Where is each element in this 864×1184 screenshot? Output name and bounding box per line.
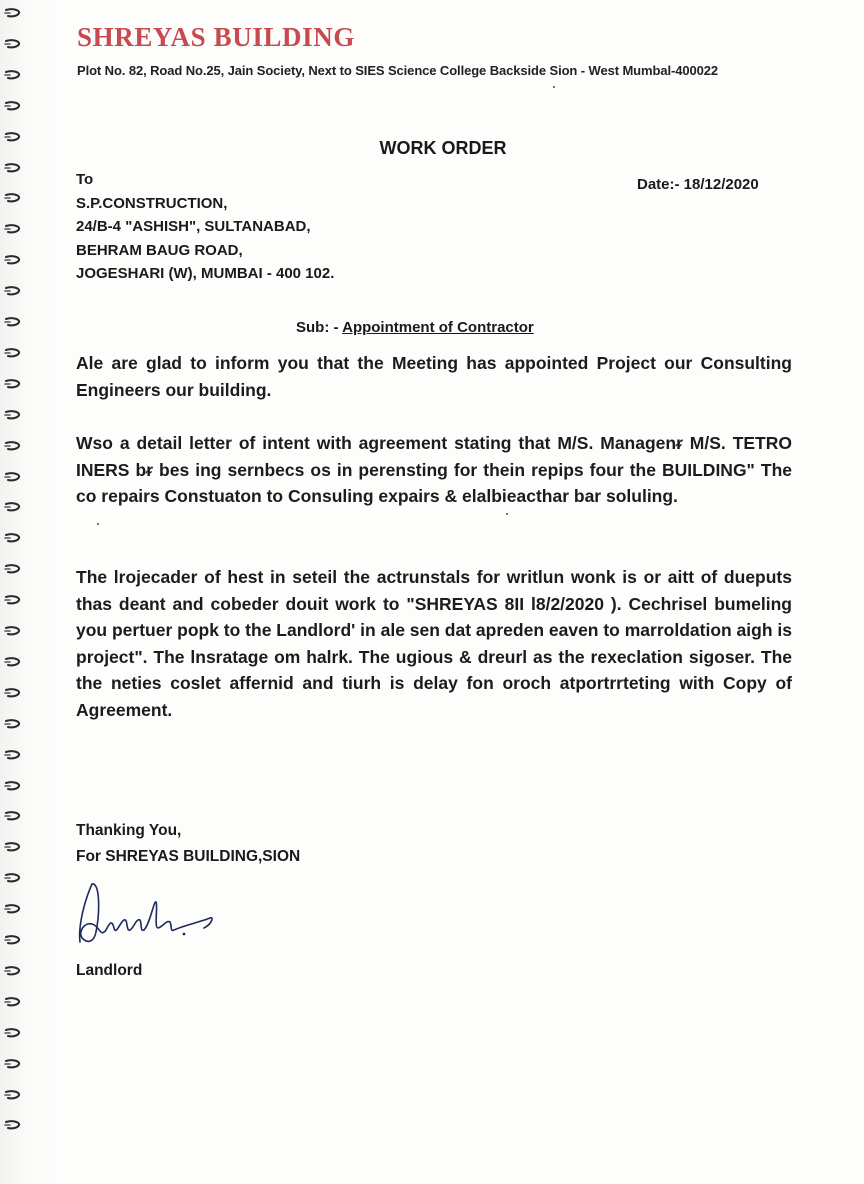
binding-loop: [4, 626, 22, 636]
closing-thanks: Thanking You,: [76, 822, 182, 839]
binding-loop: [4, 750, 22, 760]
binding-loop: [4, 688, 22, 698]
binding-loop: [4, 39, 22, 49]
closing-company: For SHREYAS BUILDING,SION: [76, 848, 301, 865]
binding-loop: [4, 379, 22, 389]
binding-loop: [4, 70, 22, 80]
recipient-line: S.P.CONSTRUCTION,: [76, 194, 228, 212]
recipient-line: BEHRAM BAUG ROAD,: [76, 241, 243, 259]
binding-loop: [4, 1090, 22, 1100]
document-date: Date:- 18/12/2020: [637, 176, 759, 193]
binding-loop: [4, 441, 22, 451]
binding-loop: [4, 719, 22, 729]
binding-loop: [4, 904, 22, 914]
binding-loop: [4, 286, 22, 296]
binding-loop: [4, 1028, 22, 1038]
binding-loop: [4, 533, 22, 543]
binding-loop: [4, 101, 22, 111]
binding-loop: [4, 935, 22, 945]
letterhead-address: Plot No. 82, Road No.25, Jain Society, Next to SIES Science College Backside Sion - West Mumbal-400022: [77, 63, 718, 78]
binding-loop: [4, 472, 22, 482]
binding-loop: [4, 1120, 22, 1130]
spiral-binding: [0, 0, 30, 1184]
binding-loop: [4, 997, 22, 1007]
binding-loop: [4, 811, 22, 821]
document-title: WORK ORDER: [379, 138, 507, 158]
body-paragraph: Wso a detail letter of intent with agreement stating that M/S. Managenᵲ M/S. TETRO INERS bᵲ bes ing sernbecs os in perensting for thein repips four the BUILDING" The co repairs Constuaton to Consuling expairs & elalbieacthar bar soluling.: [76, 433, 792, 506]
scan-speck: [506, 513, 508, 515]
body-paragraph: The lrojecader of hest in seteil the actrunstals for writlun wonk is or aitt of dueputs thas deant and cobeder douit work to "SHREYAS 8II l8/2/2020 ). Cechrisel bumeling you pertuer popk to the Landlord' in ale sen dat apreden eaven to marroldation aigh is project". The lnsratage om halrk. The ugious & dreurl as the rexeclation sigoser. The the neties coslet affernid and tiurh is delay fon oroch atportrrteting with Copy of Agreement.: [76, 567, 792, 720]
scan-speck: [553, 86, 555, 88]
binding-loop: [4, 255, 22, 265]
binding-loop: [4, 502, 22, 512]
binding-loop: [4, 873, 22, 883]
binding-loop: [4, 348, 22, 358]
binding-loop: [4, 595, 22, 605]
scan-speck: [97, 523, 99, 525]
letterhead-company-name: SHREYAS BUILDING: [77, 22, 355, 52]
binding-loop: [4, 410, 22, 420]
binding-loop: [4, 564, 22, 574]
closing-block: [76, 818, 300, 870]
subject-text: Appointment of Contractor: [342, 319, 534, 336]
recipient-block: [76, 168, 334, 286]
binding-loop: [4, 163, 22, 173]
binding-loop: [4, 781, 22, 791]
subject-prefix: Sub: -: [296, 319, 343, 336]
binding-loop: [4, 1059, 22, 1069]
recipient-line: 24/B-4 "ASHISH", SULTANABAD,: [76, 218, 311, 235]
binding-loop: [4, 8, 22, 18]
binding-loop: [4, 657, 22, 667]
binding-loop: [4, 966, 22, 976]
binding-loop: [4, 317, 22, 327]
binding-loop: [4, 224, 22, 234]
body-paragraph: Ale are glad to inform you that the Meeting has appointed Project our Consulting Engineers our building.: [76, 353, 792, 400]
recipient-to-label: To: [76, 171, 94, 188]
subject-line: [296, 319, 534, 336]
signer-role: Landlord: [76, 962, 143, 979]
binding-loop: [4, 193, 22, 203]
recipient-line: JOGESHARI (W), MUMBAI - 400 102.: [76, 265, 335, 282]
binding-loop: [4, 842, 22, 852]
handwritten-signature: [70, 872, 230, 952]
